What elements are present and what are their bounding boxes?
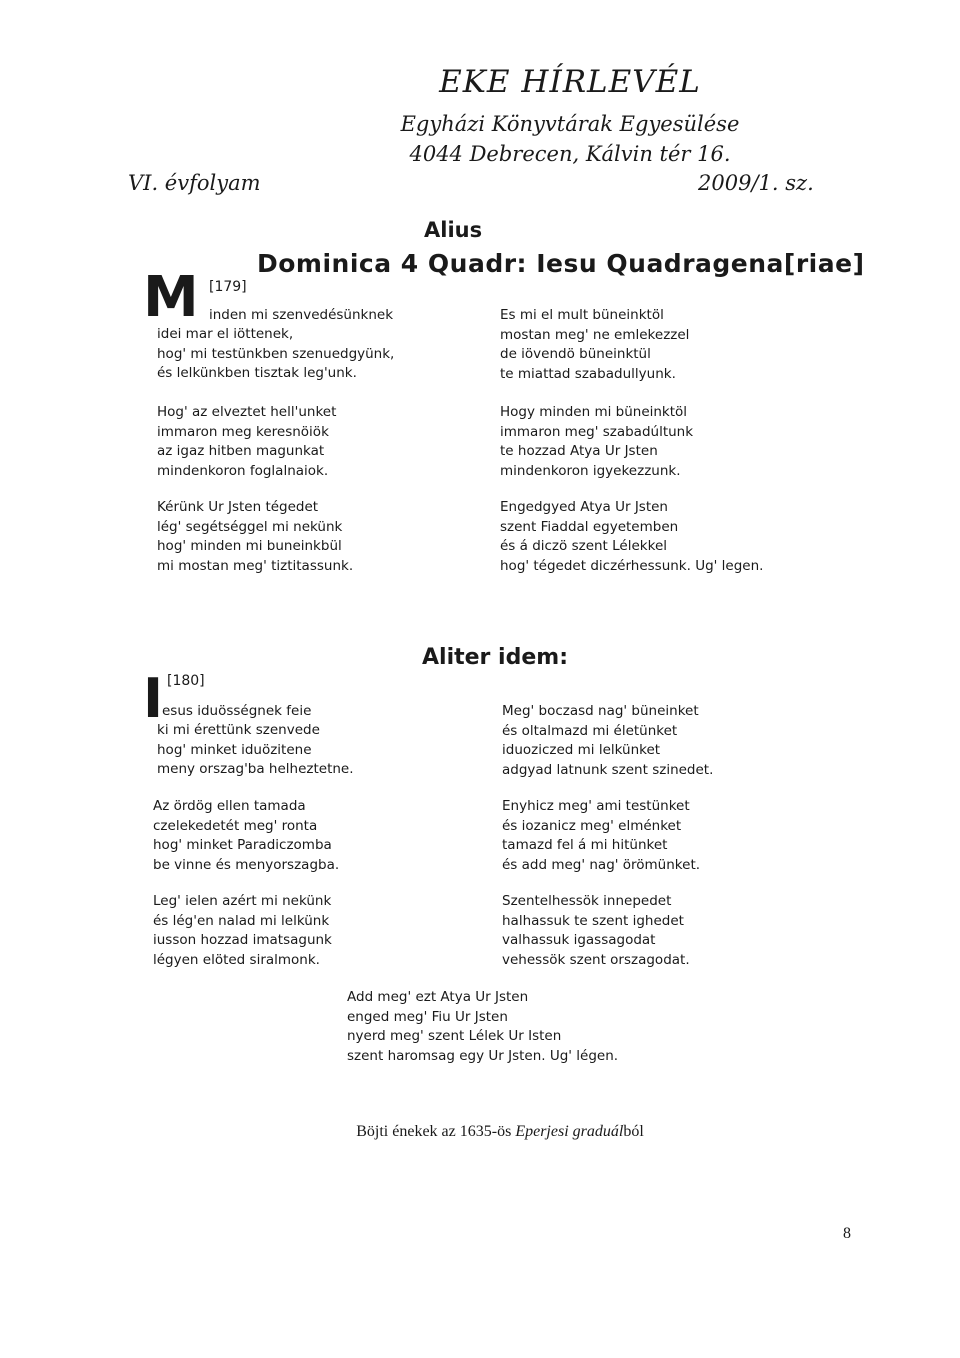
hymn-reference-180: [180]	[167, 673, 205, 689]
section1-left-verse-3: Kérünk Ur Jsten tégedet lég' segétséggel mi nekünk hog' minden mi buneinkbül mi mostan meg' tiztitassunk.	[157, 499, 354, 574]
section1-heading: Dominica 4 Quadr: Iesu Quadragena[riae]	[257, 249, 865, 278]
section2-left-verse-3: Leg' ielen azért mi nekünk és lég'en nalad mi lelkünk iusson hozzad imatsagunk légyen elöted siralmonk.	[153, 893, 332, 968]
section1-label: Alius	[424, 218, 483, 242]
section2-right-verse-2: Enyhicz meg' ami testünket és iozanicz meg' elménket tamazd fel á mi hitünket és add meg' nag' örömünket.	[502, 798, 701, 873]
section1-left-verse-1-cont: idei mar el iöttenek, hog' mi testünkben szenuedgyünk, és lelkünkben tisztak leg'unk.	[157, 326, 395, 381]
section1-left-verse-2: Hog' az elveztet hell'unket immaron meg keresnöiök az igaz hitben magunkat mindenkoron foglalnaiok.	[157, 404, 337, 479]
issue-label: 2009/1. sz.	[698, 171, 814, 195]
section2-right-verse-3: Szentelhessök innepedet halhassuk te szent ighedet valhassuk igassagodat vehessök szent orszagodat.	[502, 893, 690, 968]
organization-address: 4044 Debrecen, Kálvin tér 16.	[409, 142, 731, 166]
section1-right-verse-3: Engedgyed Atya Ur Jsten szent Fiaddal egyetemben és á diczö szent Lélekkel hog' tégedet diczérhessunk. Ug' legen.	[500, 499, 764, 574]
section2-right-verse-1: Meg' boczasd nag' büneinket és oltalmazd mi életünket iduoziczed mi lelkünket adgyad latnunk szent szinedet.	[502, 703, 714, 778]
section2-left-verse-2: Az ördög ellen tamada czelekedetét meg' ronta hog' minket Paradiczomba be vinne és menyorszagba.	[153, 798, 340, 873]
drop-cap-m: M	[143, 265, 199, 330]
section1-right-verse-1: Es mi el mult büneinktöl mostan meg' ne emlekezzel de iövendö büneinktül te miattad szabadullyunk.	[500, 307, 690, 382]
drop-cap-i: I	[143, 667, 164, 730]
section1-right-verse-2: Hogy minden mi büneinktöl immaron meg' szabadúltunk te hozzad Atya Ur Jsten mindenkoron igyekezzunk.	[500, 404, 694, 479]
section2-left-verse-1: esus iduösségnek feie	[162, 703, 312, 719]
page-number: 8	[843, 1225, 851, 1242]
section2-closing-verse: Add meg' ezt Atya Ur Jsten enged meg' Fiu Ur Jsten nyerd meg' szent Lélek Ur Isten szent haromsag egy Ur Jsten. Ug' légen.	[347, 989, 619, 1064]
newsletter-title: EKE HÍRLEVÉL	[439, 64, 701, 100]
volume-label: VI. évfolyam	[128, 171, 261, 195]
source-caption: Böjti énekek az 1635-ös Eperjesi graduálból	[356, 1123, 644, 1140]
organization-name: Egyházi Könyvtárak Egyesülése	[400, 112, 740, 136]
section2-left-verse-1-cont: ki mi érettünk szenvede hog' minket iduözitene meny orszag'ba helheztetne.	[157, 722, 354, 777]
section1-left-verse-1: inden mi szenvedésünknek	[209, 307, 394, 323]
section2-heading: Aliter idem:	[422, 645, 568, 670]
hymn-reference-179: [179]	[209, 279, 247, 295]
